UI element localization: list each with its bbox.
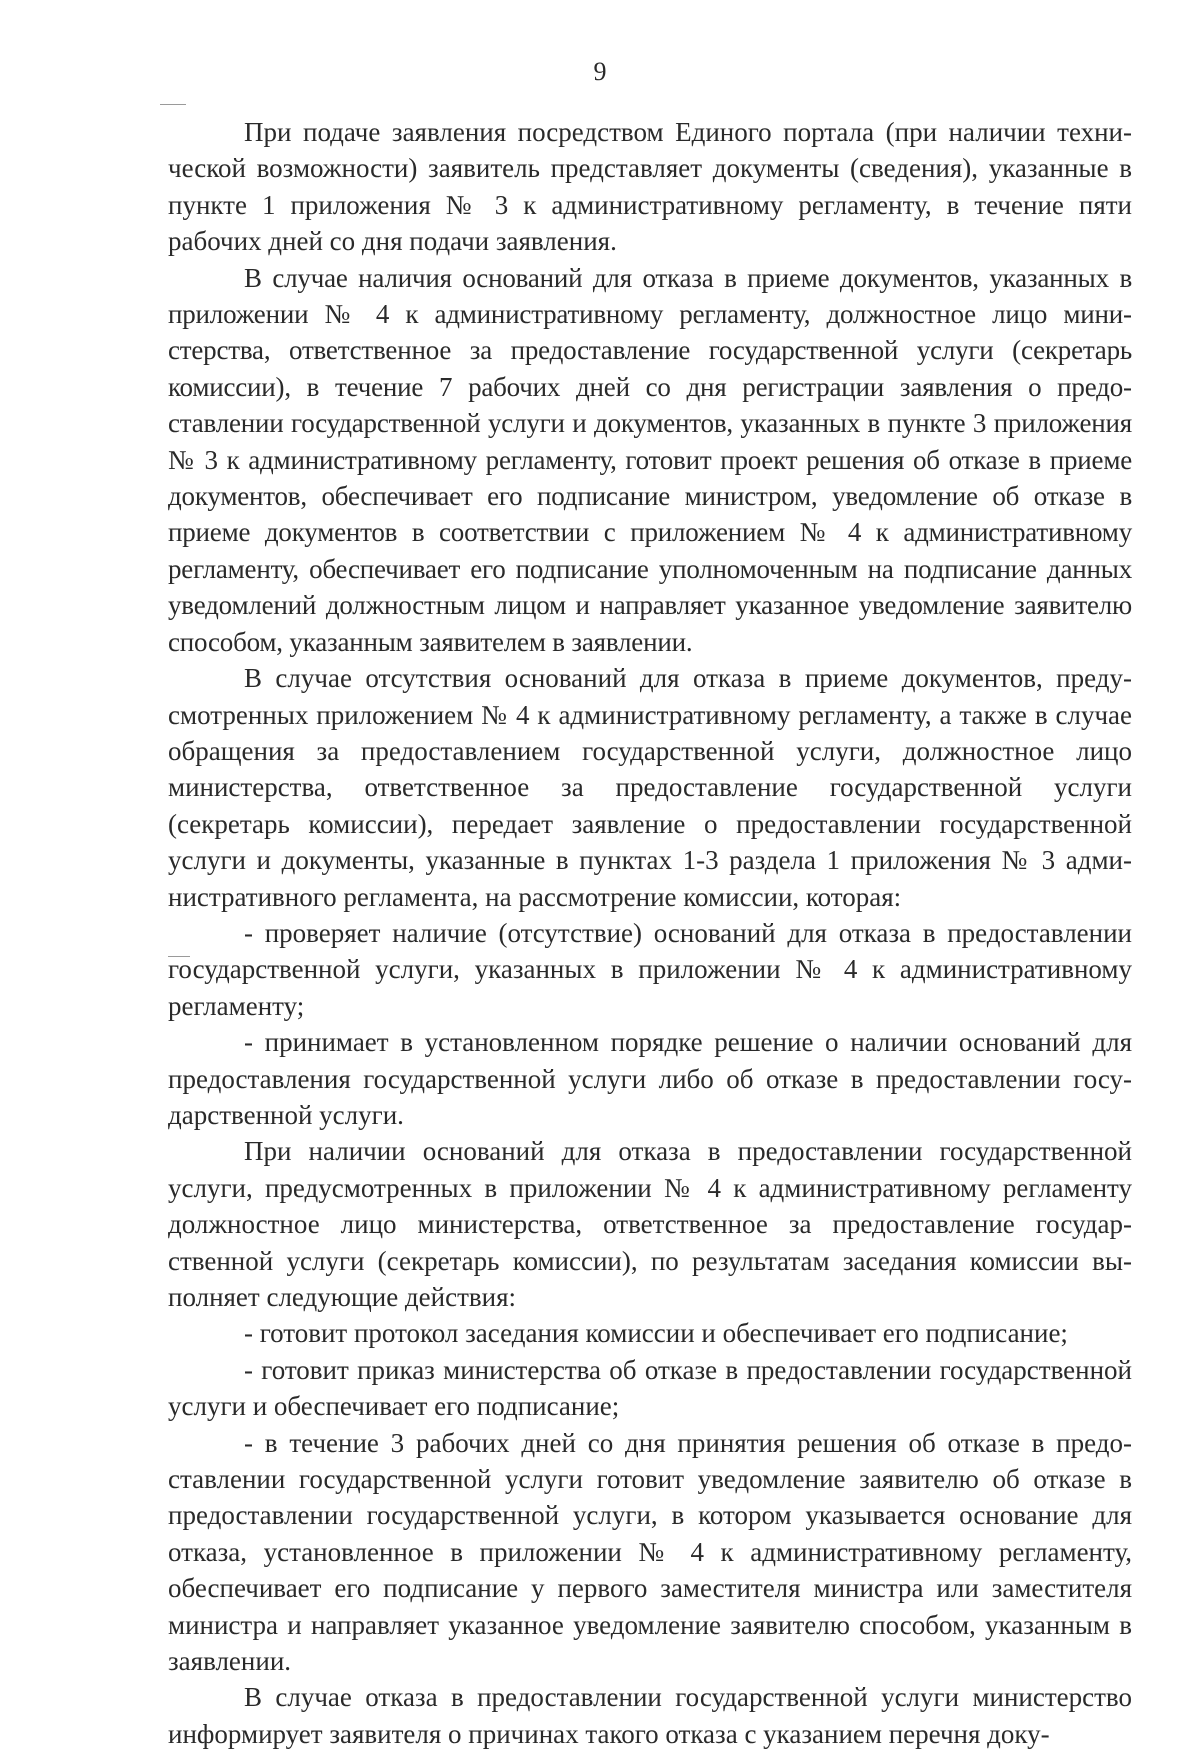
paragraph: В случае отсутствия оснований для отказа в приеме документов, предусмотренных приложением № 4 к административному регламенту, а также в случае обращения за предоставлением государственной услуги, должностное лицо министерства, ответственное за предоставление государственной услуги (секретарь комиссии), передает заявление о предоставлении государственной услуги и документы, указанные в пунктах 1-3 раздела 1 приложения № 3 административного регламента, на рассмотрение комиссии, которая:	[168, 663, 1132, 912]
list-item: - готовит приказ министерства об отказе в предоставлении государственной услуги и обеспечивает его подписание;	[168, 1354, 1132, 1422]
paragraph: При наличии оснований для отказа в предоставлении государственной услуги, предусмотренных в приложении № 4 к административному регламенту должностное лицо министерства, ответственное за предоставление государственной услуги (секретарь комиссии), по результатам заседания комиссии выполняет следующие действия:	[168, 1136, 1132, 1312]
list-item: - готовит протокол заседания комиссии и обеспечивает его подписание;	[244, 1318, 1068, 1349]
scan-artifact-mark	[160, 104, 186, 105]
list-item: - проверяет наличие (отсутствие) оснований для отказа в предоставлении государственной услуги, указанных в приложении № 4 к административному регламенту;	[168, 917, 1132, 1021]
document-body	[168, 114, 1132, 1752]
page-number: 9	[593, 57, 607, 86]
list-item: - принимает в установленном порядке решение о наличии оснований для предоставления государственной услуги либо об отказе в предоставлении государственной услуги.	[168, 1027, 1132, 1130]
paragraph: В случае наличия оснований для отказа в приеме документов, указанных в приложении № 4 к административному регламенту, должностное лицо министерства, ответственное за предоставление государственной услуги (секретарь комиссии), в течение 7 рабочих дней со дня регистрации заявления о предоставлении государственной услуги и документов, указанных в пункте 3 приложения № 3 к административному регламенту, готовит проект решения об отказе в приеме документов, обеспечивает его подписание министром, уведомление об отказе в приеме документов в соответствии с приложением № 4 к административному регламенту, обеспечивает его подписание уполномоченным на подписание данных уведомлений должностным лицом и направляет указанное уведомление заявителю способом, указанным заявителем в заявлении.	[168, 262, 1132, 657]
paragraph: В случае отказа в предоставлении государственной услуги министерство информирует заявителя о причинах такого отказа с указанием перечня доку-	[168, 1682, 1132, 1749]
paragraph: При подаче заявления посредством Единого портала (при наличии технической возможности) заявитель представляет документы (сведения), указанные в пункте 1 приложения № 3 к административному регламенту, в течение пяти рабочих дней со дня подачи заявления.	[168, 117, 1132, 257]
list-item: - в течение 3 рабочих дней со дня принятия решения об отказе в предоставлении государственной услуги готовит уведомление заявителю об отказе в предоставлении государственной услуги, в котором указывается основание для отказа, установленное в приложении № 4 к административному регламенту, обеспечивает его подписание у первого заместителя министра или заместителя министра и направляет указанное уведомление заявителю способом, указанным в заявлении.	[168, 1427, 1132, 1677]
